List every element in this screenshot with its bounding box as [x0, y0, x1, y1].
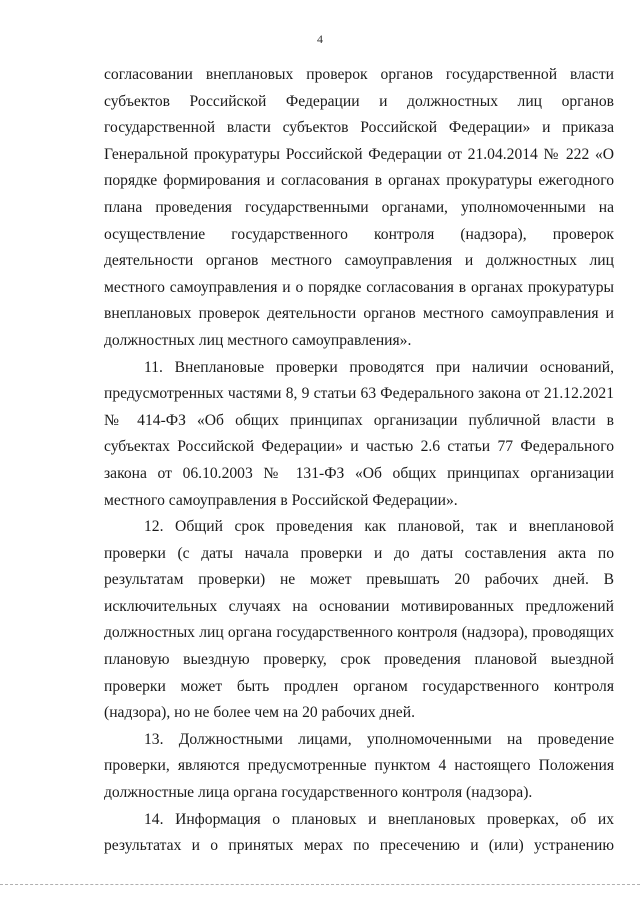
page-number: 4: [317, 32, 323, 46]
paragraph-item-14: 14. Информация о плановых и внеплановых проверках, об их результатах и о принятых мерах по пресечению и (или) устранению: [104, 810, 614, 855]
document-body: [104, 62, 614, 860]
page-bottom-divider: [0, 884, 640, 885]
paragraph-item-11: 11. Внеплановые проверки проводятся при наличии оснований, предусмотренных частями 8, 9 статьи 63 Федерального закона от 21.12.2021 № 414-ФЗ «Об общих принципах организации публичной власти в субъектах Российской Федерации» и частью 2.6 статьи 77 Федерального закона от 06.10.2003 № 131-ФЗ «Об общих принципах организации местного самоуправления в Российской Федерации».: [104, 358, 614, 509]
paragraph-item-12: 12. Общий срок проведения как плановой, так и внеплановой проверки (с даты начала проверки и до даты составления акта по результатам проверки) не может превышать 20 рабочих дней. В исключительных случаях на основании мотивированных предложений должностных лиц органа государственного контроля (надзора), проводящих плановую выездную проверку, срок проведения плановой выездной проверки может быть продлен органом государственного контроля (надзора), но не более чем на 20 рабочих дней.: [104, 518, 614, 722]
paragraph-item-13: 13. Должностными лицами, уполномоченными на проведение проверки, являются предусмотренные пунктом 4 настоящего Положения должностные лица органа государственного контроля (надзора).: [104, 730, 614, 802]
paragraph-continuation: согласовании внеплановых проверок органов государственной власти субъектов Российской Федерации и должностных лиц органов государственной власти субъектов Российской Федерации» и приказа Генеральной прокуратуры Российской Федерации от 21.04.2014 № 222 «О порядке формирования и согласования в органах прокуратуры ежегодного плана проведения государственными органами, уполномоченными на осуществление государственного контроля (надзора), проверок деятельности органов местного самоуправления и должностных лиц местного самоуправления и о порядке согласования в органах прокуратуры внеплановых проверок деятельности органов местного самоуправления и должностных лиц местного самоуправления».: [104, 66, 614, 349]
